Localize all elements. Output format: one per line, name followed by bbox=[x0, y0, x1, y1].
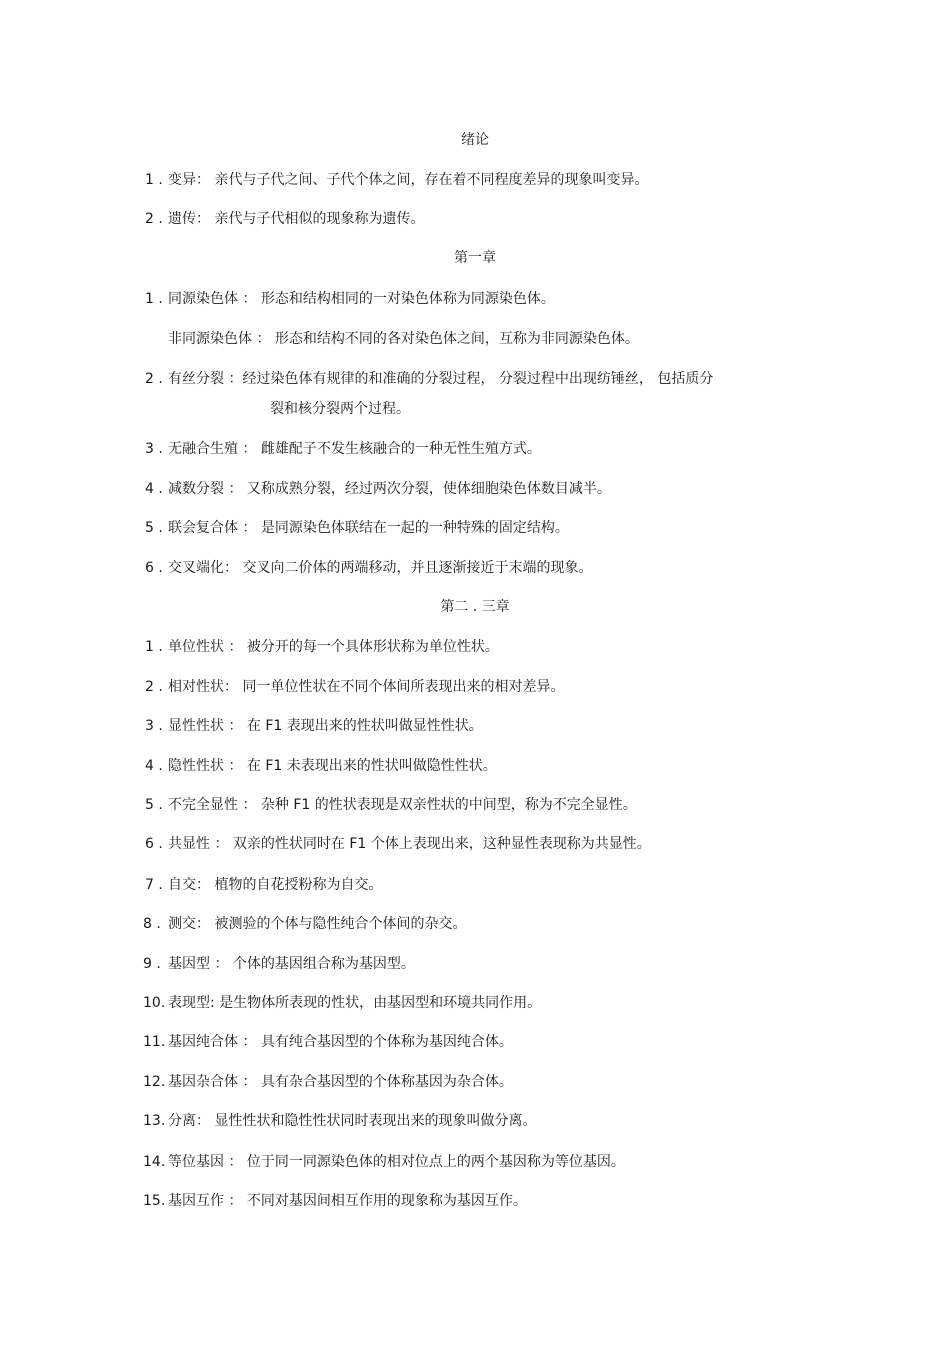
item-number: 2 . bbox=[145, 371, 163, 387]
item-number: 4 . bbox=[145, 481, 163, 497]
section-heading-chapter-1: 第一章 bbox=[454, 250, 496, 266]
item-number: 2 . bbox=[145, 211, 163, 227]
item-text: 无融合生殖 ： 雌雄配子不发生核融合的一种无性生殖方式。 bbox=[168, 441, 541, 457]
item-number: 3 . bbox=[145, 718, 163, 734]
item-number: 10. bbox=[143, 995, 166, 1011]
item-number: 15. bbox=[143, 1193, 166, 1209]
item-text: 有丝分裂 ：经过染色体有规律的和准确的分裂过程， 分裂过程中出现纺锤丝， 包括质分 bbox=[168, 371, 714, 387]
item-text: 交叉端化： 交叉向二价体的两端移动，并且逐渐接近于末端的现象。 bbox=[168, 560, 593, 576]
item-number: 9 . bbox=[143, 956, 161, 972]
item-text: 共显性 ： 双亲的性状同时在 F1 个体上表现出来，这种显性表现称为共显性。 bbox=[168, 836, 651, 852]
item-text: 相对性状： 同一单位性状在不同个体间所表现出来的相对差异。 bbox=[168, 679, 565, 695]
item-text: 测交： 被测验的个体与隐性纯合个体间的杂交。 bbox=[168, 916, 467, 932]
item-text: 变异： 亲代与子代之间、子代个体之间，存在着不同程度差异的现象叫变异。 bbox=[168, 172, 649, 188]
item-number: 6 . bbox=[145, 560, 163, 576]
item-text: 表现型: 是生物体所表现的性状，由基因型和环境共同作用。 bbox=[168, 995, 542, 1011]
item-text: 遗传： 亲代与子代相似的现象称为遗传。 bbox=[168, 211, 425, 227]
item-text: 非同源染色体 ： 形态和结构不同的各对染色体之间，互称为非同源染色体。 bbox=[168, 331, 639, 347]
item-number: 5 . bbox=[145, 520, 163, 536]
item-number: 14. bbox=[143, 1154, 166, 1170]
item-number: 8 . bbox=[143, 916, 161, 932]
item-text: 基因型 ： 个体的基因组合称为基因型。 bbox=[168, 956, 415, 972]
item-number: 5 . bbox=[145, 797, 163, 813]
section-heading-chapter-2-3: 第二 . 三章 bbox=[440, 599, 510, 615]
item-text: 隐性性状 ： 在 F1 未表现出来的性状叫做隐性性状。 bbox=[168, 758, 497, 774]
item-text: 基因纯合体 ： 具有纯合基因型的个体称为基因纯合体。 bbox=[168, 1034, 513, 1050]
item-number: 4 . bbox=[145, 758, 163, 774]
item-text: 单位性状 ： 被分开的每一个具体形状称为单位性状。 bbox=[168, 639, 499, 655]
item-text: 不完全显性 ： 杂种 F1 的性状表现是双亲性状的中间型，称为不完全显性。 bbox=[168, 797, 637, 813]
item-text: 分离： 显性性状和隐性性状同时表现出来的现象叫做分离。 bbox=[168, 1113, 537, 1129]
item-text-continuation: 裂和核分裂两个过程。 bbox=[270, 401, 410, 417]
item-number: 1 . bbox=[145, 639, 163, 655]
item-text: 显性性状 ： 在 F1 表现出来的性状叫做显性性状。 bbox=[168, 718, 483, 734]
item-number: 2 . bbox=[145, 679, 163, 695]
item-number: 3 . bbox=[145, 441, 163, 457]
item-number: 11. bbox=[143, 1034, 166, 1050]
item-number: 7 . bbox=[145, 877, 163, 893]
item-text: 基因互作 ： 不同对基因间相互作用的现象称为基因互作。 bbox=[168, 1193, 527, 1209]
item-text: 减数分裂 ： 又称成熟分裂，经过两次分裂，使体细胞染色体数目减半。 bbox=[168, 481, 611, 497]
item-text: 自交： 植物的自花授粉称为自交。 bbox=[168, 877, 383, 893]
item-number: 12. bbox=[143, 1074, 166, 1090]
item-text: 同源染色体 ： 形态和结构相同的一对染色体称为同源染色体。 bbox=[168, 291, 555, 307]
item-text: 等位基因 ： 位于同一同源染色体的相对位点上的两个基因称为等位基因。 bbox=[168, 1154, 625, 1170]
item-number: 1 . bbox=[145, 291, 163, 307]
section-heading-intro: 绪论 bbox=[461, 132, 489, 148]
item-number: 6 . bbox=[145, 836, 163, 852]
item-text: 基因杂合体 ： 具有杂合基因型的个体称基因为杂合体。 bbox=[168, 1074, 513, 1090]
item-number: 1 . bbox=[145, 172, 163, 188]
item-text: 联会复合体 ： 是同源染色体联结在一起的一种特殊的固定结构。 bbox=[168, 520, 569, 536]
item-number: 13. bbox=[143, 1113, 166, 1129]
